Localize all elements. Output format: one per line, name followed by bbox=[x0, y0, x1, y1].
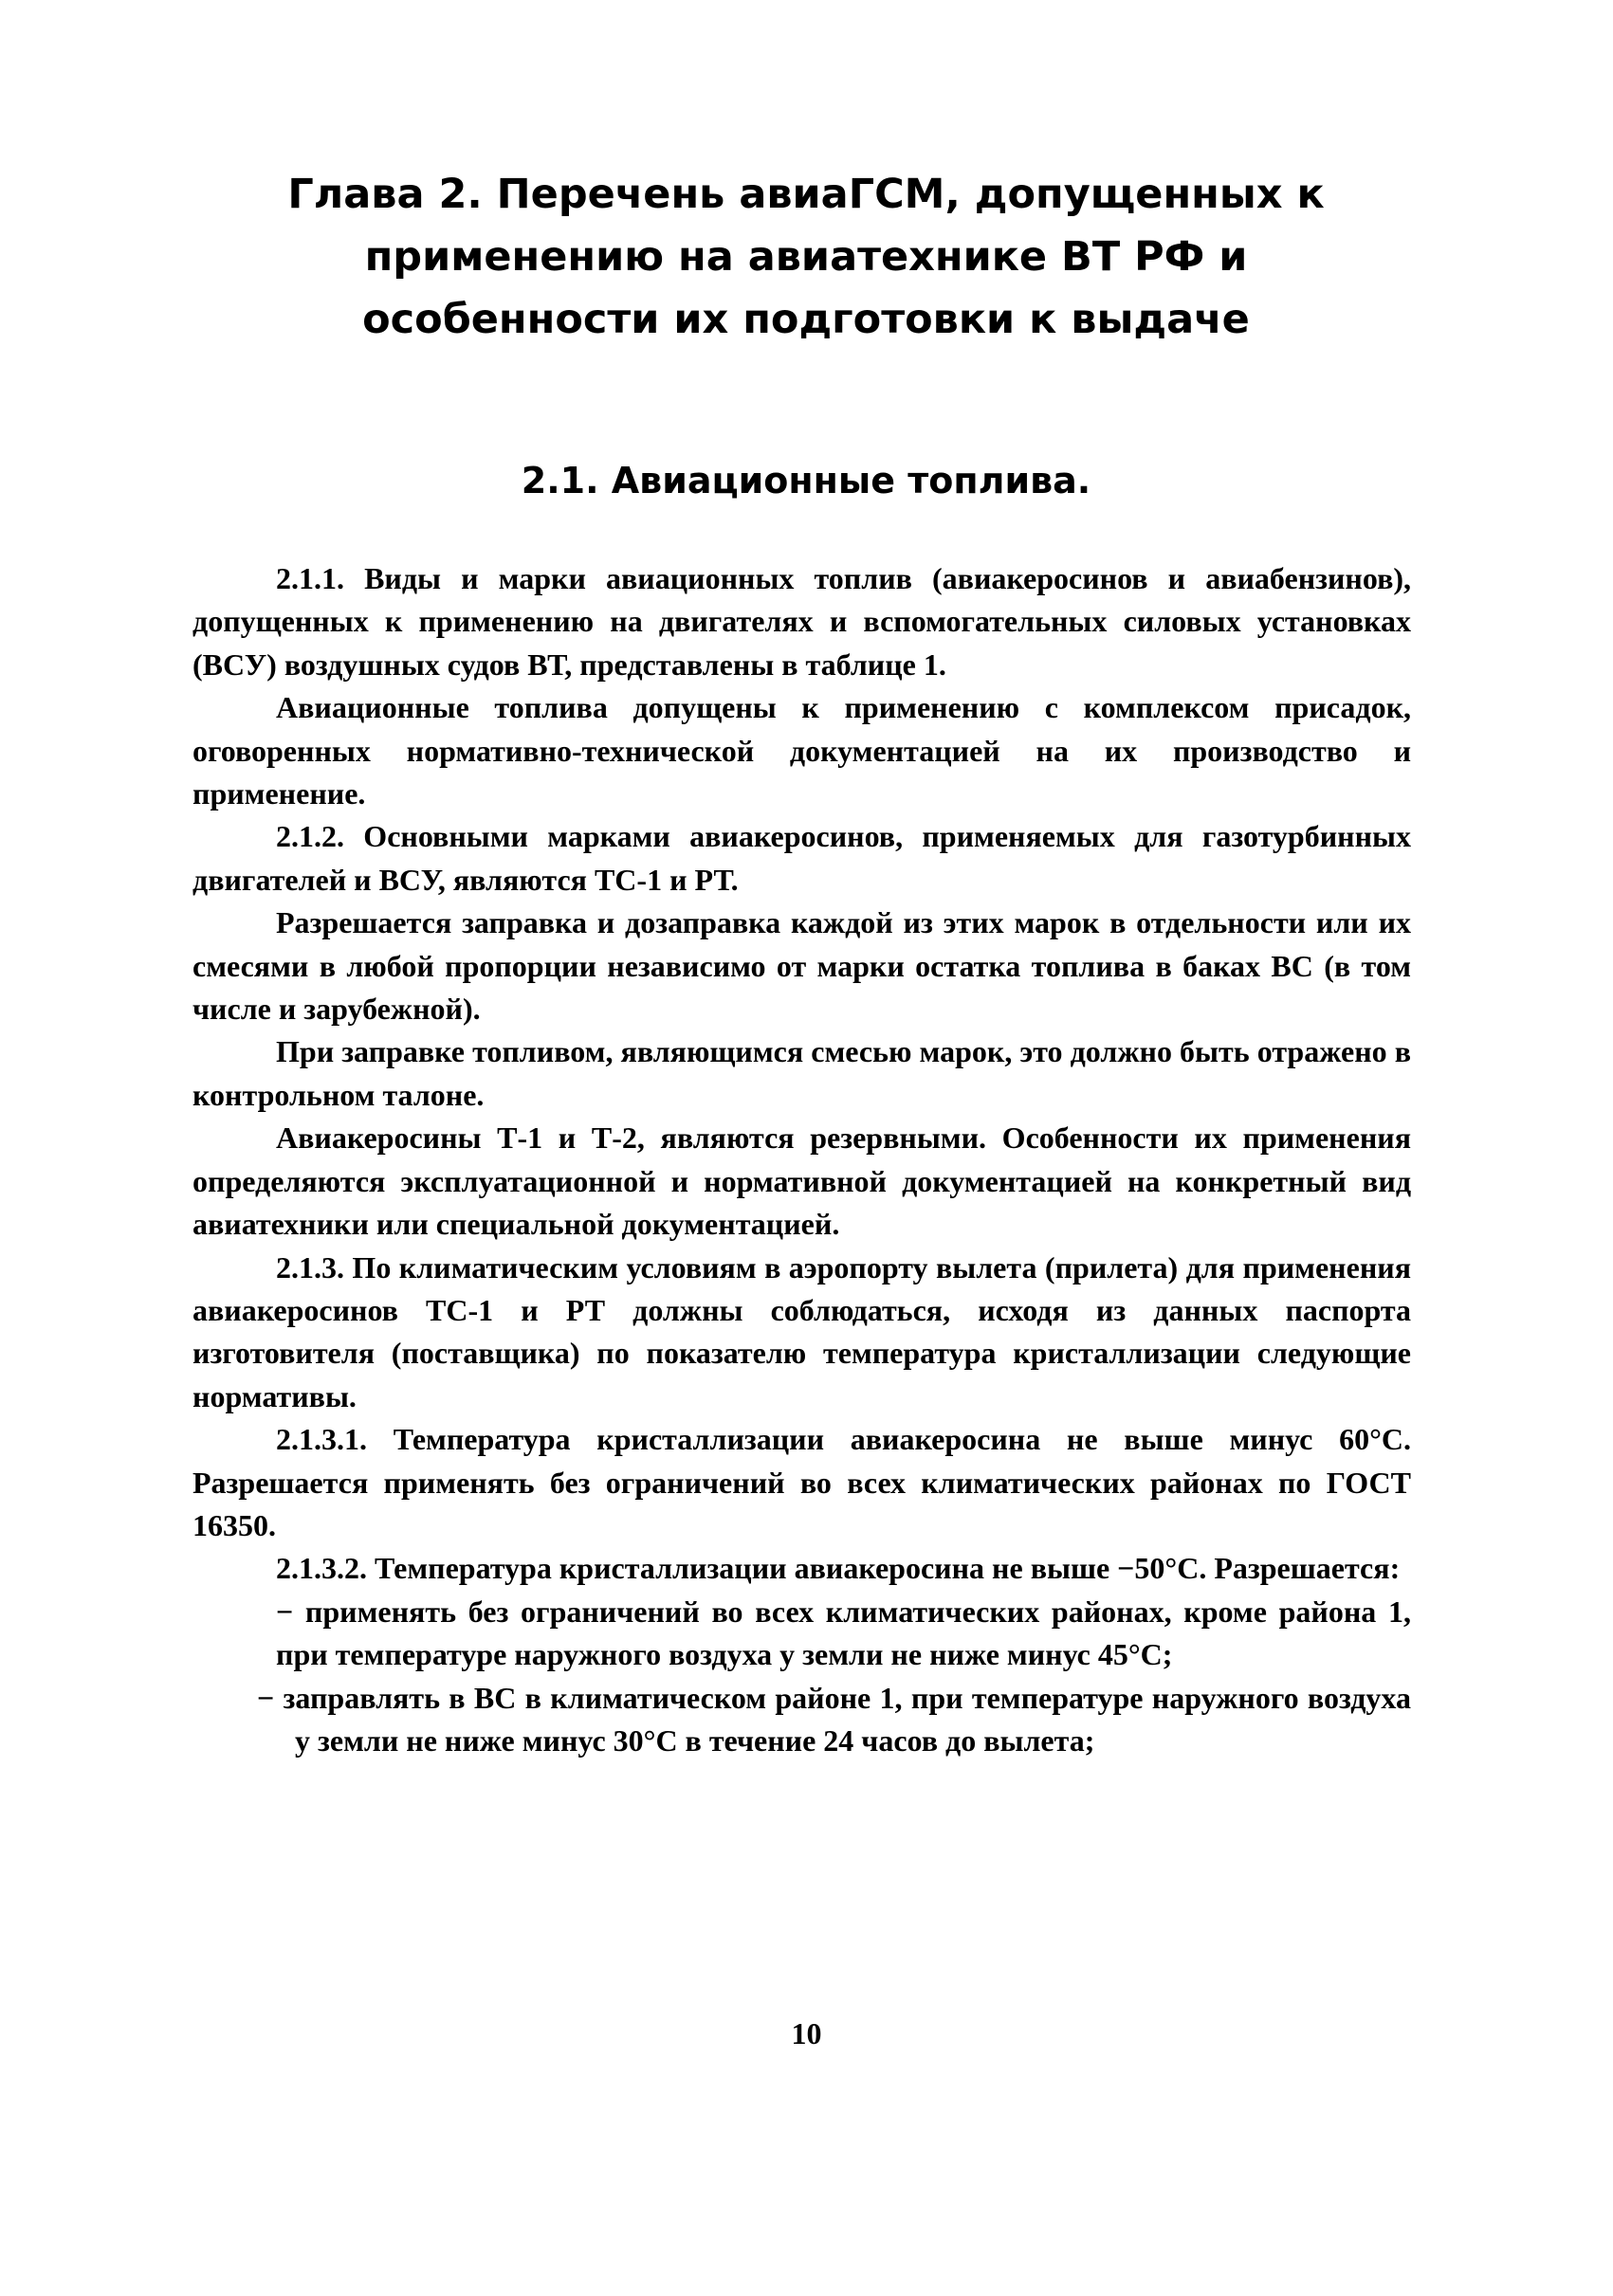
paragraph-refueling: Разрешается заправка и дозаправка каждой из этих марок в отдельности или их смесями в любой пропорции независимо от марки остатка топлива в баках ВС (в том числе и зарубежной). bbox=[192, 905, 1411, 1027]
chapter-title-line: применению на авиатехнике ВТ РФ и bbox=[364, 233, 1248, 281]
body-text bbox=[192, 557, 1411, 1762]
page-number: 10 bbox=[791, 2016, 822, 2050]
list-item: − заправлять в ВС в климатическом районе 1, при температуре наружного воздуха у земли не ниже минус 30°С в течение 24 часов до вылета; bbox=[257, 1680, 1411, 1758]
list-item: − применять без ограничений во всех климатических районах, кроме района 1, при температуре наружного воздуха у земли не ниже минус 45°С; bbox=[276, 1594, 1411, 1672]
chapter-title-line: Глава 2. Перечень авиаГСМ, допущенных к bbox=[287, 171, 1325, 218]
paragraph-2-1-1: 2.1.1. Виды и марки авиационных топлив (авиакеросинов и авиабензинов), допущенных к применению на двигателях и вспомогательных силовых установках (ВСУ) воздушных судов ВТ, представлены в таблице 1. bbox=[192, 561, 1411, 682]
paragraph-2-1-3-2: 2.1.3.2. Температура кристаллизации авиакеросина не выше −50°С. Разрешается: bbox=[276, 1551, 1401, 1586]
paragraph-additives: Авиационные топлива допущены к применению с комплексом присадок, оговоренных нормативно-технической документацией на их производство и применение. bbox=[192, 690, 1411, 811]
paragraph-mixture: При заправке топливом, являющимся смесью марок, это должно быть отражено в контрольном талоне. bbox=[192, 1034, 1411, 1112]
chapter-title-line: особенности их подготовки к выдаче bbox=[362, 296, 1250, 343]
chapter-title bbox=[237, 163, 1375, 351]
paragraph-2-1-2: 2.1.2. Основными марками авиакеросинов, применяемых для газотурбинных двигателей и ВСУ, являются ТС-1 и РТ. bbox=[192, 819, 1411, 897]
paragraph-reserve-fuels: Авиакеросины Т-1 и Т-2, являются резервными. Особенности их применения определяются эксплуатационной и нормативной документацией на конкретный вид авиатехники или специальной документацией. bbox=[192, 1121, 1411, 1242]
section-title: 2.1. Авиационные топлива. bbox=[521, 460, 1091, 501]
paragraph-2-1-3-1: 2.1.3.1. Температура кристаллизации авиакеросина не выше минус 60°С. Разрешается применять без ограничений во всех климатических районах по ГОСТ 16350. bbox=[192, 1422, 1411, 1542]
paragraph-2-1-3: 2.1.3. По климатическим условиям в аэропорту вылета (прилета) для применения авиакеросинов ТС-1 и РТ должны соблюдаться, исходя из данных паспорта изготовителя (поставщика) по показателю температура кристаллизации следующие нормативы. bbox=[192, 1249, 1411, 1413]
